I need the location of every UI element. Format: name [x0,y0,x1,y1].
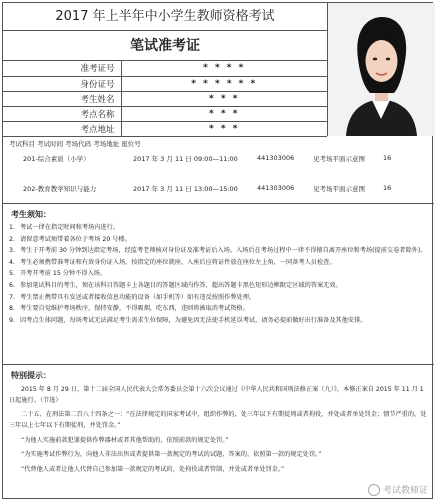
info-value: * * * [121,91,327,106]
notice-text: 考生必须携带准考证和有效身份证入场，按指定的座位就座，入座后应将证件放在座位左上角，一同备考人员检查。 [20,258,336,266]
watermark-text: 考试教师证 [382,486,428,496]
notice-number: 3. [9,247,15,255]
special-paragraph: “为他人实施前款犯罪提供作弊器材或者其他帮助的，依照前款的规定处罚。” [21,437,229,444]
notice-item [9,245,429,257]
notice-text: 考试一律在指定时间和考场内进行。 [20,224,119,231]
candidate-notice [3,204,434,365]
schedule-row [3,184,434,194]
info-label: 准考证号 [3,61,121,76]
info-row [3,106,327,121]
exam-schedule [3,136,434,204]
special-paragraph: “代替他人或者让他人代替自己参加第一款规定的考试的，处拘役或者管制，并处或者单处罚金。” [21,466,285,473]
schedule-room-code: 441303006 [257,154,295,162]
schedule-time: 2017 年 3 月 11 日 09:00—11:00 [133,155,238,163]
info-row [3,91,327,106]
watermark-logo-icon [368,484,380,496]
schedule-room: 见考场平面示意图 [313,185,365,193]
info-row [3,76,327,91]
schedule-time: 2017 年 3 月 11 日 13:00—15:00 [133,185,238,193]
notice-text: 考生要自觉维护考场秩序，保持安静，不得吸烟，吃东西，违则将被取消考试资格。 [20,305,249,313]
info-value: * * * [121,121,327,136]
info-value: * * * * * * [121,76,327,91]
notice-text: 考生禁止携带具有发送或者接收信息功能的设备（如手机等）如有违反按照作弊处理。 [20,293,256,301]
info-label: 考点名称 [3,106,121,121]
special-paragraph: “为实施考试作弊行为，向他人非法出售或者提供第一款规定的考试的试题、答案的，依照第一款的规定处罚。” [21,451,322,458]
notice-item [9,234,429,246]
notice-item [9,222,429,234]
notice-number: 9. [9,316,15,324]
schedule-seat: 16 [383,184,392,192]
info-value: * * * [121,106,327,121]
info-row [3,61,327,76]
portrait-image [328,3,435,136]
info-label: 身份证号 [3,76,121,91]
notice-text: 因考点生体问题，每场考试无法满足考生需求生位保障，为避免因无法使手机延误考试，请务必提前做好出行准备及其他安排。 [20,316,367,324]
info-value: * * * * [121,61,327,76]
notice-number: 7. [9,293,15,301]
notice-item [9,268,429,280]
schedule-row [3,154,434,164]
exam-title: 2017 年上半年中小学生教师资格考试 [3,3,327,31]
candidate-photo [327,3,434,136]
notice-item [9,292,429,304]
candidate-info-table [3,61,327,137]
info-label: 考点地址 [3,121,121,136]
info-row [3,121,327,136]
notice-list [9,222,429,326]
notice-text: 考生于开考前 30 分钟到达指定考场，经监考老师核对身份证及准考证后入场。入场后在考场过程中一律不得擅自离开座位和考场(提前交卷者除外)。 [20,247,427,255]
notice-title: 考生须知： [11,210,51,219]
notice-number: 4. [9,258,15,266]
notice-text: 参加笔试科目的考生，须在该科目答题卡上各题目的答题区域内作答，超出答题卡黑色矩形边框限定区域的答案无效。 [20,281,342,289]
schedule-seat: 16 [383,154,392,162]
schedule-room: 见考场平面示意图 [313,155,365,163]
schedule-room-code: 441303006 [257,184,295,192]
watermark [368,483,428,496]
info-label: 考生姓名 [3,91,121,106]
notice-number: 5. [9,270,15,278]
notice-text: 请留意考试须带着各位于考场 20 号楼。 [20,235,131,243]
notice-item [9,303,429,315]
notice-number: 2. [9,235,15,243]
notice-item [9,257,429,269]
ticket-header [3,3,327,136]
notice-item [9,280,429,292]
notice-number: 1. [9,224,15,231]
notice-number: 6. [9,281,15,289]
schedule-subject: 201-综合素质（小学） [23,155,90,163]
notice-item [9,315,429,327]
notice-number: 8. [9,305,15,313]
special-paragraph: 二十五、在刑法第二百八十四条之一：“在法律规定的国家考试中，组织作弊的，处三年以下有期徒刑或者拘役，并处或者单处罚金；情节严重的，处三年以上七年以下有期徒刑，并处罚金。” [9,411,427,429]
special-reminder [3,365,434,500]
ticket-subtitle: 笔试准考证 [3,31,327,61]
schedule-subject: 202-教育教学知识与能力 [23,185,97,193]
admission-ticket [2,2,433,499]
special-paragraph: 2015 年 8 月 29 日，第十二届全国人民代表大会常务委员会第十六次会议通过《中华人民共和国刑法修正案（九）》，本修正案自 2015 年 11 月 1 日起施行。（节选） [9,386,424,404]
notice-text: 开考开考前 15 分钟不得入场。 [20,270,107,278]
special-title: 特别提示： [11,371,51,380]
schedule-header: 考试科目 考试时间 考场代码 考场地址 座位号 [9,140,141,148]
